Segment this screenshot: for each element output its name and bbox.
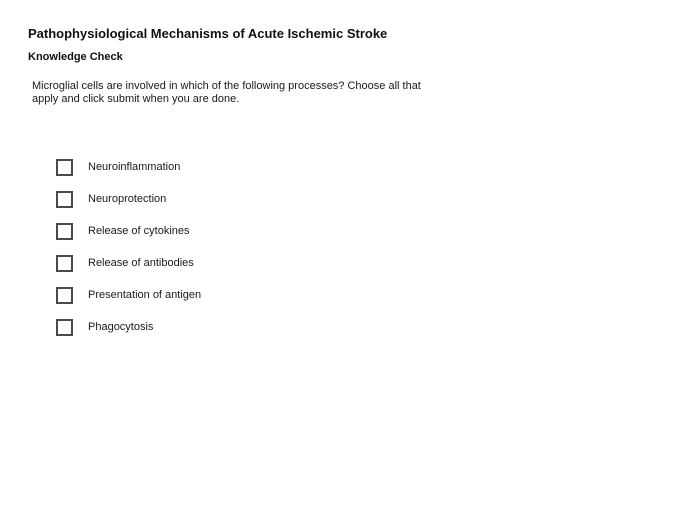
section-subtitle: Knowledge Check: [28, 51, 123, 63]
option-presentation-of-antigen[interactable]: [56, 279, 201, 311]
option-release-of-antibodies[interactable]: [56, 247, 201, 279]
question-line-2: apply and click submit when you are done.: [32, 93, 240, 105]
question-text: [32, 80, 452, 106]
checkbox[interactable]: [56, 223, 73, 240]
checkbox[interactable]: [56, 319, 73, 336]
option-phagocytosis[interactable]: [56, 311, 201, 343]
option-neuroprotection[interactable]: [56, 183, 201, 215]
option-release-of-cytokines[interactable]: [56, 215, 201, 247]
option-label: Presentation of antigen: [88, 289, 202, 301]
option-label: Neuroinflammation: [88, 161, 181, 173]
option-neuroinflammation[interactable]: [56, 151, 201, 183]
option-label: Release of cytokines: [88, 225, 190, 237]
checkbox[interactable]: [56, 159, 73, 176]
page-title: Pathophysiological Mechanisms of Acute Ischemic Stroke: [28, 26, 388, 41]
checkbox[interactable]: [56, 287, 73, 304]
answer-options-list: [56, 151, 201, 343]
option-label: Release of antibodies: [88, 257, 194, 269]
checkbox[interactable]: [56, 191, 73, 208]
question-line-1: Microglial cells are involved in which of the following processes? Choose all that: [32, 80, 421, 92]
option-label: Phagocytosis: [88, 321, 154, 333]
option-label: Neuroprotection: [88, 193, 167, 205]
checkbox[interactable]: [56, 255, 73, 272]
